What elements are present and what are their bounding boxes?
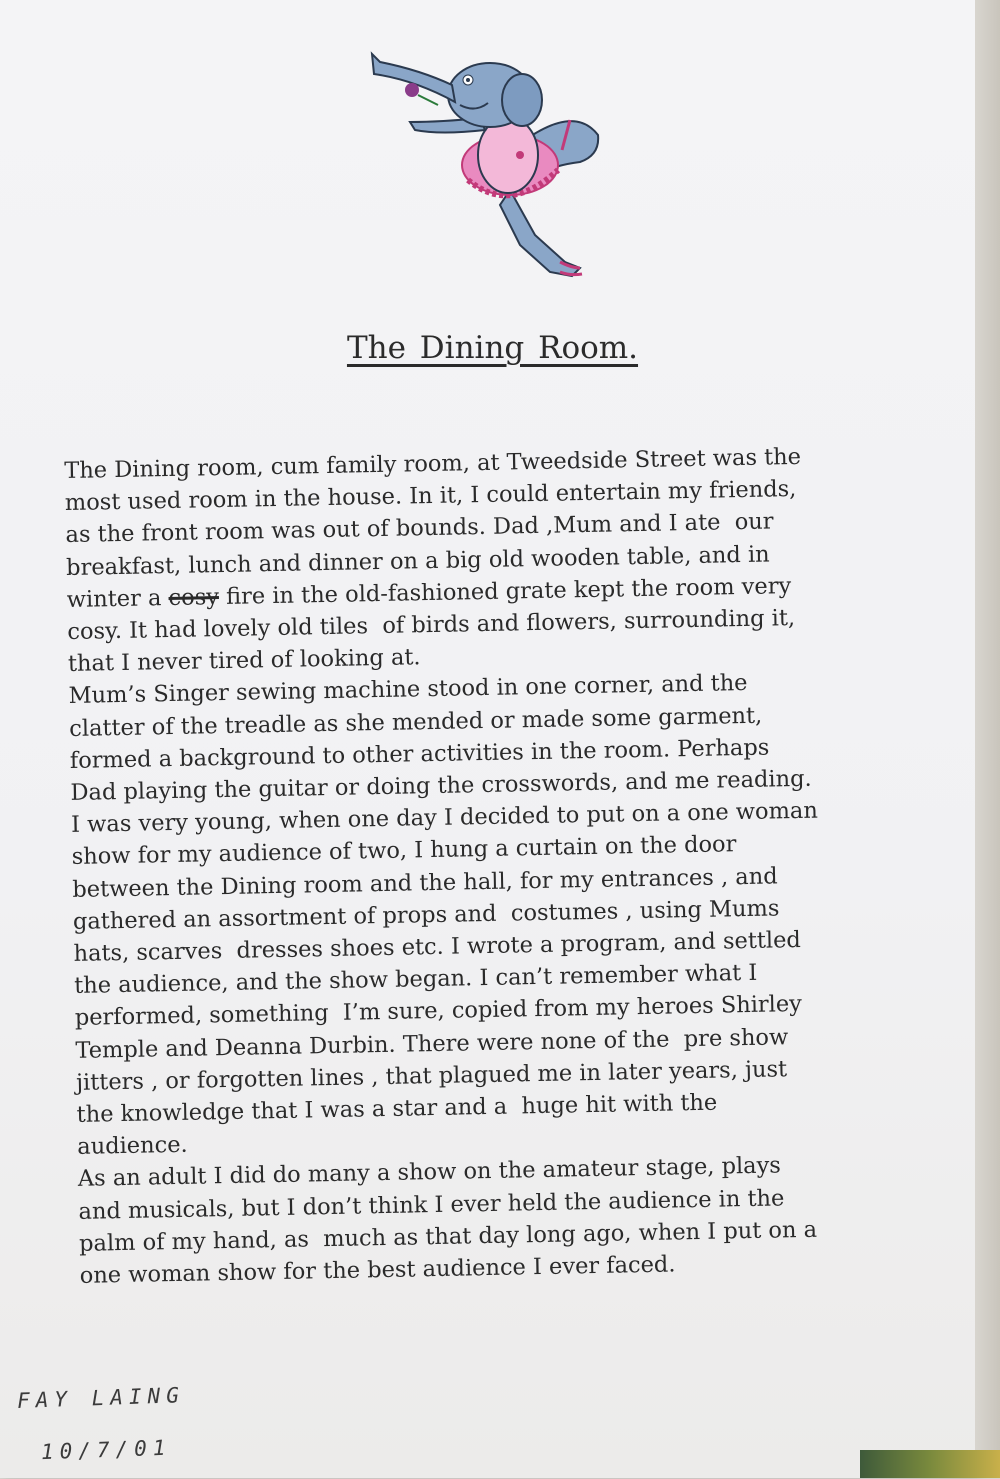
body-line: one woman show for the best audience I ever faced.: [79, 1251, 676, 1289]
body-line: I was very young, when one day I decided to put on a one woman: [70, 797, 819, 839]
handwritten-signature: [16, 1369, 187, 1479]
body-line: Mum’s Singer sewing machine stood in one corner, and the: [68, 670, 748, 710]
body-line: Dad playing the guitar or doing the crosswords, and me reading.: [70, 765, 812, 806]
body-line: As an adult I did do many a show on the amateur stage, plays: [77, 1152, 782, 1193]
elephant-ballerina-illustration: [360, 40, 600, 290]
body-line-part: fire in the old-fashioned grate kept the room very: [218, 572, 792, 610]
signature-name: FAY LAING: [16, 1383, 186, 1413]
body-line: performed, something I’m sure, copied from my heroes Shirley: [74, 991, 803, 1032]
body-line: The Dining room, cum family room, at Tweedside Street was the: [64, 443, 802, 484]
body-line-part: winter a: [66, 584, 169, 613]
body-line: hats, scarves dresses shoes etc. I wrote a program, and settled: [73, 926, 802, 967]
body-line: palm of my hand, as much as that day long ago, when I put on a: [78, 1216, 818, 1257]
body-line: formed a background to other activities in the room. Perhaps: [69, 734, 770, 774]
body-line: clatter of the treadle as she mended or made some garment,: [69, 702, 763, 742]
background-object: [860, 1450, 1000, 1478]
body-line: show for my audience of two, I hung a curtain on the door: [71, 831, 737, 871]
body-text: [64, 438, 940, 1292]
body-line: the knowledge that I was a star and a huge hit with the: [76, 1089, 718, 1128]
signature-date: 10/7/01: [40, 1435, 172, 1465]
body-line: audience.: [77, 1132, 188, 1161]
body-line: jitters , or forgotten lines , that plagued me in later years, just: [75, 1056, 788, 1096]
body-line: as the front room was out of bounds. Dad ,Mum and I ate our: [65, 508, 774, 549]
body-line: that I never tired of looking at.: [67, 644, 421, 678]
body-line: most used room in the house. In it, I could entertain my friends,: [64, 476, 797, 517]
body-line: gathered an assortment of props and costumes , using Mums: [72, 895, 780, 935]
body-line: the audience, and the show began. I can’t remember what I: [73, 960, 758, 1000]
body-line: Temple and Deanna Durbin. There were none of the pre show: [75, 1023, 789, 1064]
page-title: The Dining Room.: [346, 330, 639, 366]
body-line: cosy. It had lovely old tiles of birds and flowers, surrounding it,: [67, 605, 796, 645]
body-line: and musicals, but I don’t think I ever held the audience in the: [78, 1184, 785, 1225]
body-line: breakfast, lunch and dinner on a big old wooden table, and in: [65, 541, 770, 581]
body-line: between the Dining room and the hall, for my entrances , and: [72, 863, 778, 903]
struck-word: cosy: [168, 583, 220, 611]
page-edge-shadow: [975, 0, 1000, 1478]
